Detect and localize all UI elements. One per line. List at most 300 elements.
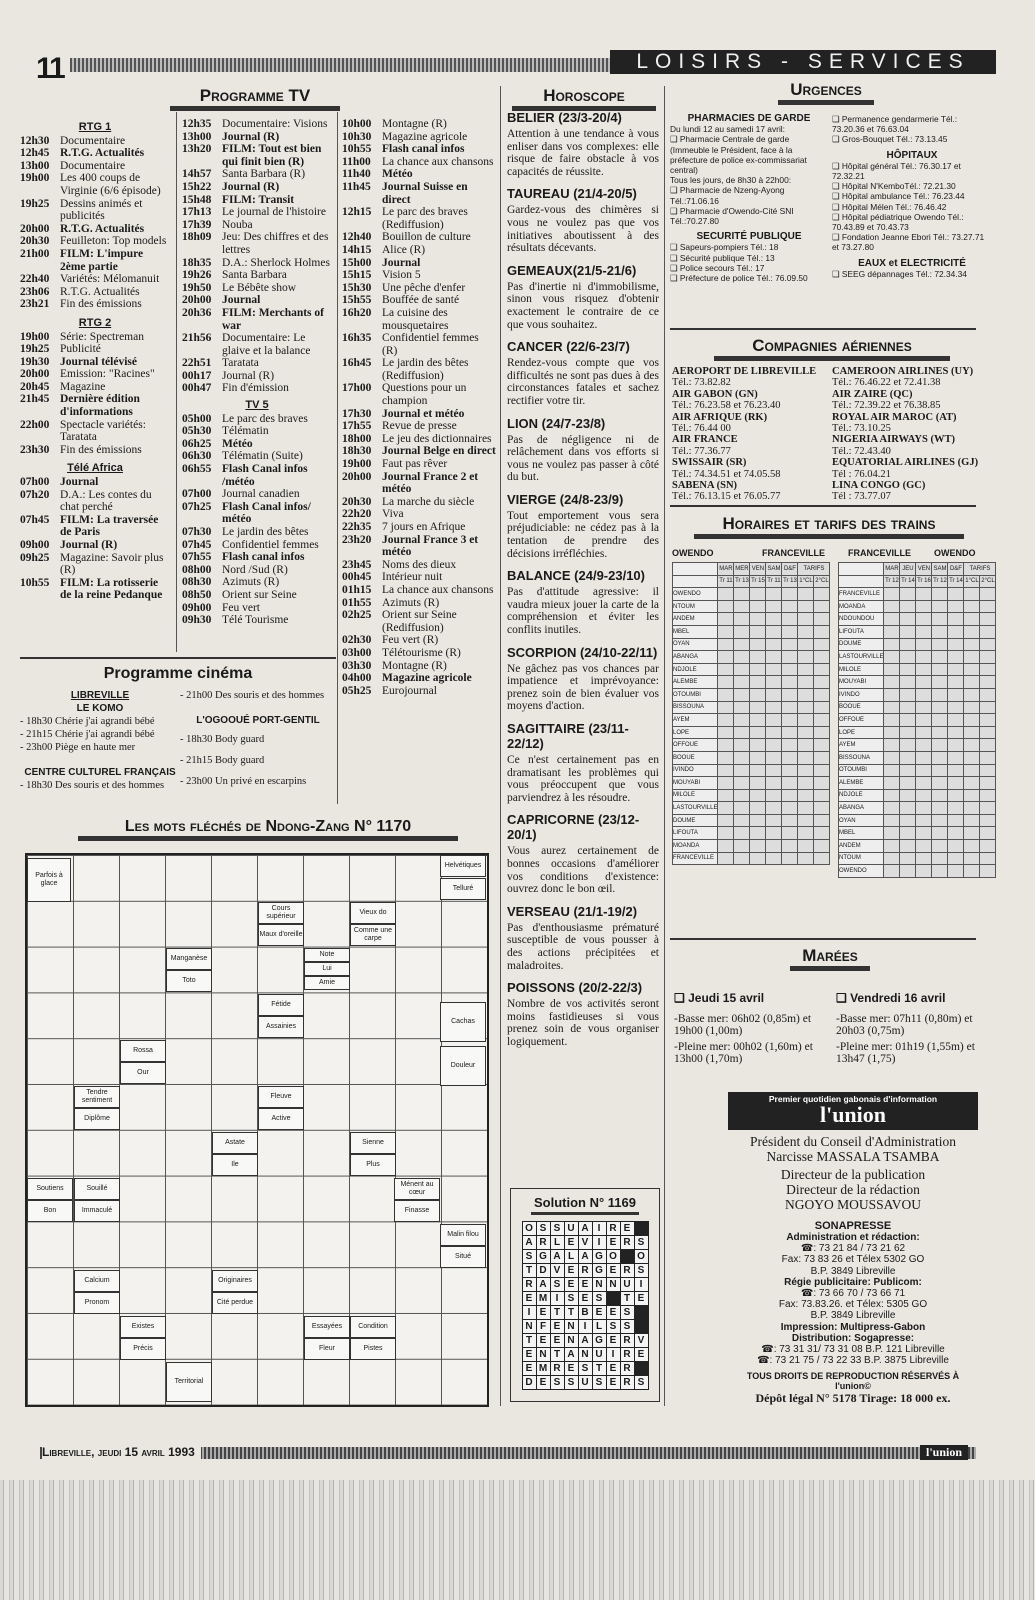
train-station: OFFOUE xyxy=(673,739,718,752)
train-cell xyxy=(734,588,750,601)
program-time: 18h30 xyxy=(342,445,372,458)
program-row xyxy=(182,501,332,526)
tele-africa-title: Télé Africa xyxy=(67,462,123,475)
train-cell xyxy=(932,852,948,865)
train-cell xyxy=(932,827,948,840)
program-title: Documentaire xyxy=(60,159,126,172)
securite-list xyxy=(670,242,828,283)
marees-title-bar xyxy=(790,966,870,971)
solution-cell: R xyxy=(620,1236,634,1250)
mots-fleches-title: Les mots fléchés de Ndong-Zang N° 1170 xyxy=(124,818,412,835)
train-cell xyxy=(964,764,980,777)
solution-cell: E xyxy=(606,1306,620,1320)
solution-cell: E xyxy=(522,1362,536,1376)
train-cell xyxy=(884,588,900,601)
train-cell xyxy=(798,701,814,714)
train-cell xyxy=(798,789,814,802)
program-title: Feu vert xyxy=(222,601,261,614)
train-cell xyxy=(766,638,782,651)
train-station-row xyxy=(673,600,830,613)
train-cell xyxy=(932,802,948,815)
rtg2-list xyxy=(20,331,170,457)
train-cell xyxy=(798,613,814,626)
program-title: Intérieur nuit xyxy=(382,571,443,584)
train-cell xyxy=(734,638,750,651)
train-cell xyxy=(814,638,830,651)
train-station-row xyxy=(839,827,996,840)
horoscope-sign: CAPRICORNE (23/12-20/1) xyxy=(507,812,640,843)
program-row xyxy=(342,685,496,698)
urgence-line: ❑ Sécurité publique Tél.: 13 xyxy=(670,252,775,263)
train-station-row xyxy=(673,663,830,676)
program-title: Spectacle variétés: Taratata xyxy=(60,418,146,444)
program-title: Journal xyxy=(382,256,421,269)
solution-cell: E xyxy=(550,1334,564,1348)
train-cell xyxy=(948,651,964,664)
program-time: 22h00 xyxy=(20,418,50,431)
train-station-row xyxy=(673,613,830,626)
train-cell xyxy=(980,802,996,815)
train-cell xyxy=(980,638,996,651)
program-row xyxy=(342,257,496,270)
train-cell xyxy=(964,651,980,664)
program-row xyxy=(182,168,332,181)
route-right-to: OWENDO xyxy=(934,548,976,558)
train-cell xyxy=(798,777,814,790)
cinema-portgentil: L'OGOOUÉ PORT-GENTIL xyxy=(196,715,320,726)
program-time: 10h00 xyxy=(342,118,372,130)
train-cell xyxy=(964,638,980,651)
program-row xyxy=(182,357,332,370)
train-number: Tr 14 xyxy=(948,575,964,588)
solution-cell: I xyxy=(550,1292,564,1306)
train-cell xyxy=(798,802,814,815)
train-cell xyxy=(718,588,734,601)
program-row xyxy=(20,444,170,457)
program-time: 07h45 xyxy=(182,538,212,551)
train-cell xyxy=(766,777,782,790)
program-time: 11h40 xyxy=(342,168,371,181)
train-cell xyxy=(734,739,750,752)
program-title: R.T.G. Actualités xyxy=(60,285,140,298)
urgence-line: ❑ Police secours Tél.: 17 xyxy=(670,262,765,273)
train-cell xyxy=(900,764,916,777)
solution-cell: S xyxy=(606,1320,620,1334)
train-cell xyxy=(750,676,766,689)
program-title: Journal France 2 et météo xyxy=(382,470,479,496)
train-station: OTOUMBI xyxy=(839,764,884,777)
mots-fleches-bar xyxy=(78,836,458,841)
train-cell xyxy=(932,739,948,752)
program-time: 13h00 xyxy=(20,159,50,172)
train-cell xyxy=(980,739,996,752)
train-cell xyxy=(766,840,782,853)
program-time: 08h50 xyxy=(182,588,212,601)
train-cell xyxy=(814,802,830,815)
program-row xyxy=(342,408,496,421)
program-title: Météo xyxy=(382,168,413,181)
train-cell xyxy=(798,676,814,689)
train-cell xyxy=(814,827,830,840)
train-cell xyxy=(782,676,798,689)
train-cell xyxy=(766,814,782,827)
canal-list xyxy=(182,118,332,395)
solution-cell: G xyxy=(592,1264,606,1278)
train-cell xyxy=(718,840,734,853)
program-title: Publicité xyxy=(60,343,101,356)
train-cell xyxy=(814,764,830,777)
urgence-line: ❑ SEEG dépannages Tél.: 72.34.34 xyxy=(832,268,967,279)
train-cell xyxy=(932,638,948,651)
train-cell xyxy=(782,651,798,664)
train-cell xyxy=(932,625,948,638)
program-title: Magazine agricole xyxy=(382,130,468,143)
train-cell xyxy=(964,600,980,613)
train-cell xyxy=(900,789,916,802)
train-station-row xyxy=(673,789,830,802)
program-time: 12h30 xyxy=(20,134,50,147)
program-row xyxy=(342,433,496,446)
program-title: Orient sur Seine xyxy=(222,588,297,601)
train-station-row xyxy=(673,714,830,727)
program-title: Documentaire xyxy=(60,134,126,147)
train-cell xyxy=(932,777,948,790)
program-time: 20h00 xyxy=(20,368,50,381)
train-cell xyxy=(718,751,734,764)
train-cell xyxy=(718,777,734,790)
crossword-clue: Pistes xyxy=(350,1338,396,1360)
masthead-detail: Régie publicitaire: Publicom: xyxy=(784,1276,922,1288)
train-cell xyxy=(916,613,932,626)
crossword-clue: Fétide xyxy=(258,994,304,1016)
solution-row xyxy=(522,1306,648,1320)
train-cell xyxy=(916,840,932,853)
solution-cell: A xyxy=(522,1236,536,1250)
train-cell xyxy=(932,600,948,613)
train-station-row xyxy=(673,814,830,827)
horoscope-sign: VIERGE (24/8-23/9) xyxy=(507,491,624,507)
program-title: Montagne (R) xyxy=(382,659,447,672)
train-cell xyxy=(900,827,916,840)
train-cell xyxy=(900,865,916,878)
program-title: Jeu: Des chiffres et des lettres xyxy=(222,231,329,256)
program-row xyxy=(342,672,496,685)
train-cell xyxy=(916,751,932,764)
train-cell xyxy=(734,663,750,676)
train-cell xyxy=(766,726,782,739)
horoscope-text: Attention à une tendance à vous enliser dans vos complexes: elle risque de faire obstacle à vos capacités de réussite. xyxy=(507,128,659,178)
train-cell xyxy=(718,789,734,802)
program-title: R.T.G. Actualités xyxy=(60,222,145,235)
program-title: Journal canadien xyxy=(222,488,300,501)
train-cell xyxy=(782,777,798,790)
train-cell xyxy=(766,802,782,815)
crossword-clue: Originaires xyxy=(212,1270,258,1292)
train-cell xyxy=(718,764,734,777)
program-time: 00h47 xyxy=(182,382,212,395)
train-station-row xyxy=(839,663,996,676)
program-title: Bouffée de santé xyxy=(382,294,460,307)
train-cell xyxy=(948,625,964,638)
program-row xyxy=(20,331,170,344)
program-time: 07h55 xyxy=(182,551,212,564)
program-title: FILM: Tout est bien qui finit bien (R) xyxy=(222,143,322,168)
crossword-clue: Amie xyxy=(304,976,350,990)
program-row xyxy=(182,206,332,219)
train-cell xyxy=(782,802,798,815)
train-cell xyxy=(884,625,900,638)
train-cell xyxy=(782,625,798,638)
solution-cell: S xyxy=(550,1278,564,1292)
train-cell xyxy=(884,613,900,626)
program-row xyxy=(342,269,496,282)
program-title: Flash canal infos xyxy=(222,551,305,564)
horoscope-sign: LION (24/7-23/8) xyxy=(507,415,606,431)
solution-cell: A xyxy=(578,1250,592,1264)
train-cell xyxy=(884,865,900,878)
train-cell xyxy=(900,739,916,752)
program-time: 20h00 xyxy=(342,470,372,483)
train-cell xyxy=(916,688,932,701)
train-day-header: D&F xyxy=(782,563,798,576)
masthead-detail: ☎: 73 31 31/ 73 31 08 B.P. 121 Libreville xyxy=(761,1344,945,1356)
train-cell xyxy=(932,613,948,626)
train-cell xyxy=(948,777,964,790)
train-cell xyxy=(718,714,734,727)
train-cell xyxy=(798,714,814,727)
train-station-row xyxy=(839,613,996,626)
securite-title: SECURITÉ PUBLIQUE xyxy=(696,231,802,243)
program-title: Le Bébête show xyxy=(222,281,297,294)
solution-cell: E xyxy=(606,1264,620,1278)
train-cell xyxy=(900,840,916,853)
program-title: Questions pour un champion xyxy=(382,382,467,408)
crossword-clue: Active xyxy=(258,1108,304,1130)
train-cell xyxy=(964,751,980,764)
train-cell xyxy=(734,764,750,777)
solution-cell: S xyxy=(634,1376,648,1390)
program-title: Le journal de l'histoire xyxy=(222,206,326,219)
train-cell xyxy=(916,827,932,840)
solution-cell: R xyxy=(606,1222,620,1236)
train-cell xyxy=(900,638,916,651)
horoscope-text: Ce n'est certainement pas en dramatisant les problèmes qui vous préoccupent que vous parviendrez à les résoudre. xyxy=(507,754,659,804)
train-cell xyxy=(718,638,734,651)
train-cell xyxy=(948,701,964,714)
horoscope-text: Pas d'enthousiasme prématuré susceptible de vous pousser à des actions précipitées et maladroites. xyxy=(507,921,659,972)
program-time: 02h25 xyxy=(342,609,372,622)
crossword-clue: Toto xyxy=(166,970,212,992)
program-row xyxy=(20,514,170,539)
column-divider-main xyxy=(500,86,501,1406)
train-cell xyxy=(948,789,964,802)
tv-divider-1 xyxy=(176,112,177,652)
train-cell xyxy=(750,726,766,739)
solution-cell: L xyxy=(550,1236,564,1250)
train-cell xyxy=(916,701,932,714)
train-cell xyxy=(718,802,734,815)
program-time: 20h00 xyxy=(182,294,212,307)
train-cell xyxy=(948,840,964,853)
train-cell xyxy=(980,726,996,739)
rtg1-list xyxy=(20,135,170,311)
hopitaux-list xyxy=(832,161,992,253)
train-cell xyxy=(916,714,932,727)
solution-row xyxy=(522,1376,648,1390)
train-station: MOUYABI xyxy=(673,777,718,790)
solution-cell: V xyxy=(578,1236,592,1250)
solution-cell: E xyxy=(634,1348,648,1362)
train-station-row xyxy=(673,625,830,638)
train-cell xyxy=(964,688,980,701)
program-title: Télématin xyxy=(222,425,269,438)
masthead-line: Narcisse MASSALA TSAMBA xyxy=(766,1149,940,1164)
train-cell xyxy=(948,739,964,752)
train-cell xyxy=(980,663,996,676)
train-cell xyxy=(884,751,900,764)
train-cell xyxy=(814,701,830,714)
train-cell xyxy=(766,789,782,802)
crossword-clue: Soutiens xyxy=(27,1178,73,1200)
solution-cell: S xyxy=(634,1264,648,1278)
horoscope-text: Gardez-vous des chimères si vous ne voulez pas que vos initiatives aboutissent à des résultats décevants. xyxy=(507,204,659,255)
train-cell xyxy=(980,865,996,878)
solution-cell: E xyxy=(536,1306,550,1320)
sonapresse: SONAPRESSE xyxy=(814,1220,892,1232)
program-title: Vision 5 xyxy=(382,269,421,282)
tv-column-2 xyxy=(182,118,332,627)
airline-phone: Tél : 73.77.07 xyxy=(832,491,891,503)
solution-row xyxy=(522,1292,648,1306)
train-number: Tr 16 xyxy=(916,575,932,588)
train-cell xyxy=(948,764,964,777)
urgence-line: ❑ Permanence gendarmerie Tél.: 73.20.36 et 76.63.04 xyxy=(832,114,958,135)
program-row xyxy=(182,463,332,488)
train-cell xyxy=(798,739,814,752)
crossword-grid[interactable] xyxy=(25,853,489,1407)
marees-day1-basse: -Basse mer: 06h02 (0,85m) et 19h00 (1,00m) xyxy=(674,1012,812,1038)
urgence-line: ❑ Pharmacie de Nzeng-Ayong Tél.:71.06.16 xyxy=(670,185,785,206)
train-cell xyxy=(980,852,996,865)
train-cell xyxy=(750,802,766,815)
program-time: 06h55 xyxy=(182,463,212,476)
train-cell xyxy=(814,739,830,752)
train-station: OWENDO xyxy=(839,865,884,878)
solution-black-cell xyxy=(634,1306,648,1320)
crossword-clue: Finasse xyxy=(394,1200,440,1222)
train-cell xyxy=(750,852,766,865)
train-cell xyxy=(750,764,766,777)
tv-column-3 xyxy=(342,118,496,697)
page-number: 11 xyxy=(36,52,64,85)
train-station-row xyxy=(839,814,996,827)
train-cell xyxy=(814,688,830,701)
program-row xyxy=(20,198,170,223)
train-cell xyxy=(766,688,782,701)
solution-cell: U xyxy=(620,1278,634,1292)
program-row xyxy=(182,526,332,539)
train-station-row xyxy=(839,638,996,651)
train-cell xyxy=(782,714,798,727)
program-title: Documentaire: Visions xyxy=(222,118,328,130)
train-cell xyxy=(916,739,932,752)
solution-cell: O xyxy=(606,1250,620,1264)
train-cell xyxy=(980,764,996,777)
airline-name: AIR GABON (GN) xyxy=(672,388,758,400)
train-cell xyxy=(948,865,964,878)
train-cell xyxy=(916,588,932,601)
train-cell xyxy=(884,638,900,651)
solution-cell: E xyxy=(620,1222,634,1236)
airline-phone: Tél : 76.04.21 xyxy=(832,468,891,480)
program-title: La cuisine des mousquetaires xyxy=(382,306,449,332)
crossword-clue: Telluré xyxy=(440,878,486,900)
train-station: BOOUE xyxy=(839,701,884,714)
program-title: Documentaire: Le glaive et la balance xyxy=(222,332,311,357)
footer-logo: l'union xyxy=(920,1445,968,1460)
airline-name: SWISSAIR (SR) xyxy=(672,457,747,469)
train-station: OWENDO xyxy=(673,588,718,601)
marees-day1-title: ❑ Jeudi 15 avril xyxy=(674,991,765,1005)
masthead-detail: B.P. 3849 Libreville xyxy=(810,1310,896,1322)
train-cell xyxy=(766,739,782,752)
train-cell xyxy=(734,625,750,638)
urgence-line: ❑ Hôpital général Tél.: 76.30.17 et 72.32.21 xyxy=(832,160,961,182)
marees-title: Marées xyxy=(802,946,858,965)
train-cell xyxy=(814,625,830,638)
train-station-row xyxy=(839,651,996,664)
program-time: 00h17 xyxy=(182,369,212,382)
train-cell xyxy=(980,651,996,664)
program-time: 07h20 xyxy=(20,488,50,501)
train-cell xyxy=(964,789,980,802)
cinema-ccf: CENTRE CULTUREL FRANÇAIS xyxy=(24,767,176,778)
horoscope-text: Vous aurez certainement de bonnes occasions d'améliorer vos conditions d'existence: ouvrez donc le bon œil. xyxy=(507,845,659,896)
program-title: Télé Tourisme xyxy=(222,614,289,627)
program-time: 23h20 xyxy=(342,533,372,546)
program-time: 23h45 xyxy=(342,558,372,571)
program-time: 01h55 xyxy=(342,596,372,609)
airline-name: AEROPORT DE LIBREVILLE xyxy=(672,366,817,377)
solution-cell: S xyxy=(592,1292,606,1306)
crossword-clue: Maux d'oreille xyxy=(258,924,304,946)
solution-cell: G xyxy=(592,1250,606,1264)
program-title: La chance aux chansons xyxy=(382,155,494,168)
train-cell xyxy=(900,625,916,638)
scan-noise xyxy=(0,1480,1035,1600)
solution-cell: S xyxy=(578,1362,592,1376)
train-cell xyxy=(932,676,948,689)
urgence-line: ❑ Préfecture de police Tél.: 76.09.50 xyxy=(670,273,808,284)
program-title: Télétourisme (R) xyxy=(382,646,461,659)
solution-black-cell xyxy=(634,1320,648,1334)
train-cell xyxy=(750,714,766,727)
masthead-line: Directeur de la rédaction xyxy=(786,1182,920,1197)
program-time: 10h55 xyxy=(342,143,372,156)
train-cell xyxy=(900,651,916,664)
crossword-clue: Existes xyxy=(120,1316,166,1338)
solution-cell: E xyxy=(606,1334,620,1348)
program-row xyxy=(182,143,332,168)
train-cell xyxy=(964,739,980,752)
train-cell xyxy=(798,751,814,764)
tv5-continued-list xyxy=(342,118,496,697)
train-station: MILOLE xyxy=(673,789,718,802)
cinema-top-rule xyxy=(20,657,336,659)
solution-black-cell xyxy=(634,1362,648,1376)
train-cell xyxy=(980,840,996,853)
program-time: 17h13 xyxy=(182,206,212,219)
